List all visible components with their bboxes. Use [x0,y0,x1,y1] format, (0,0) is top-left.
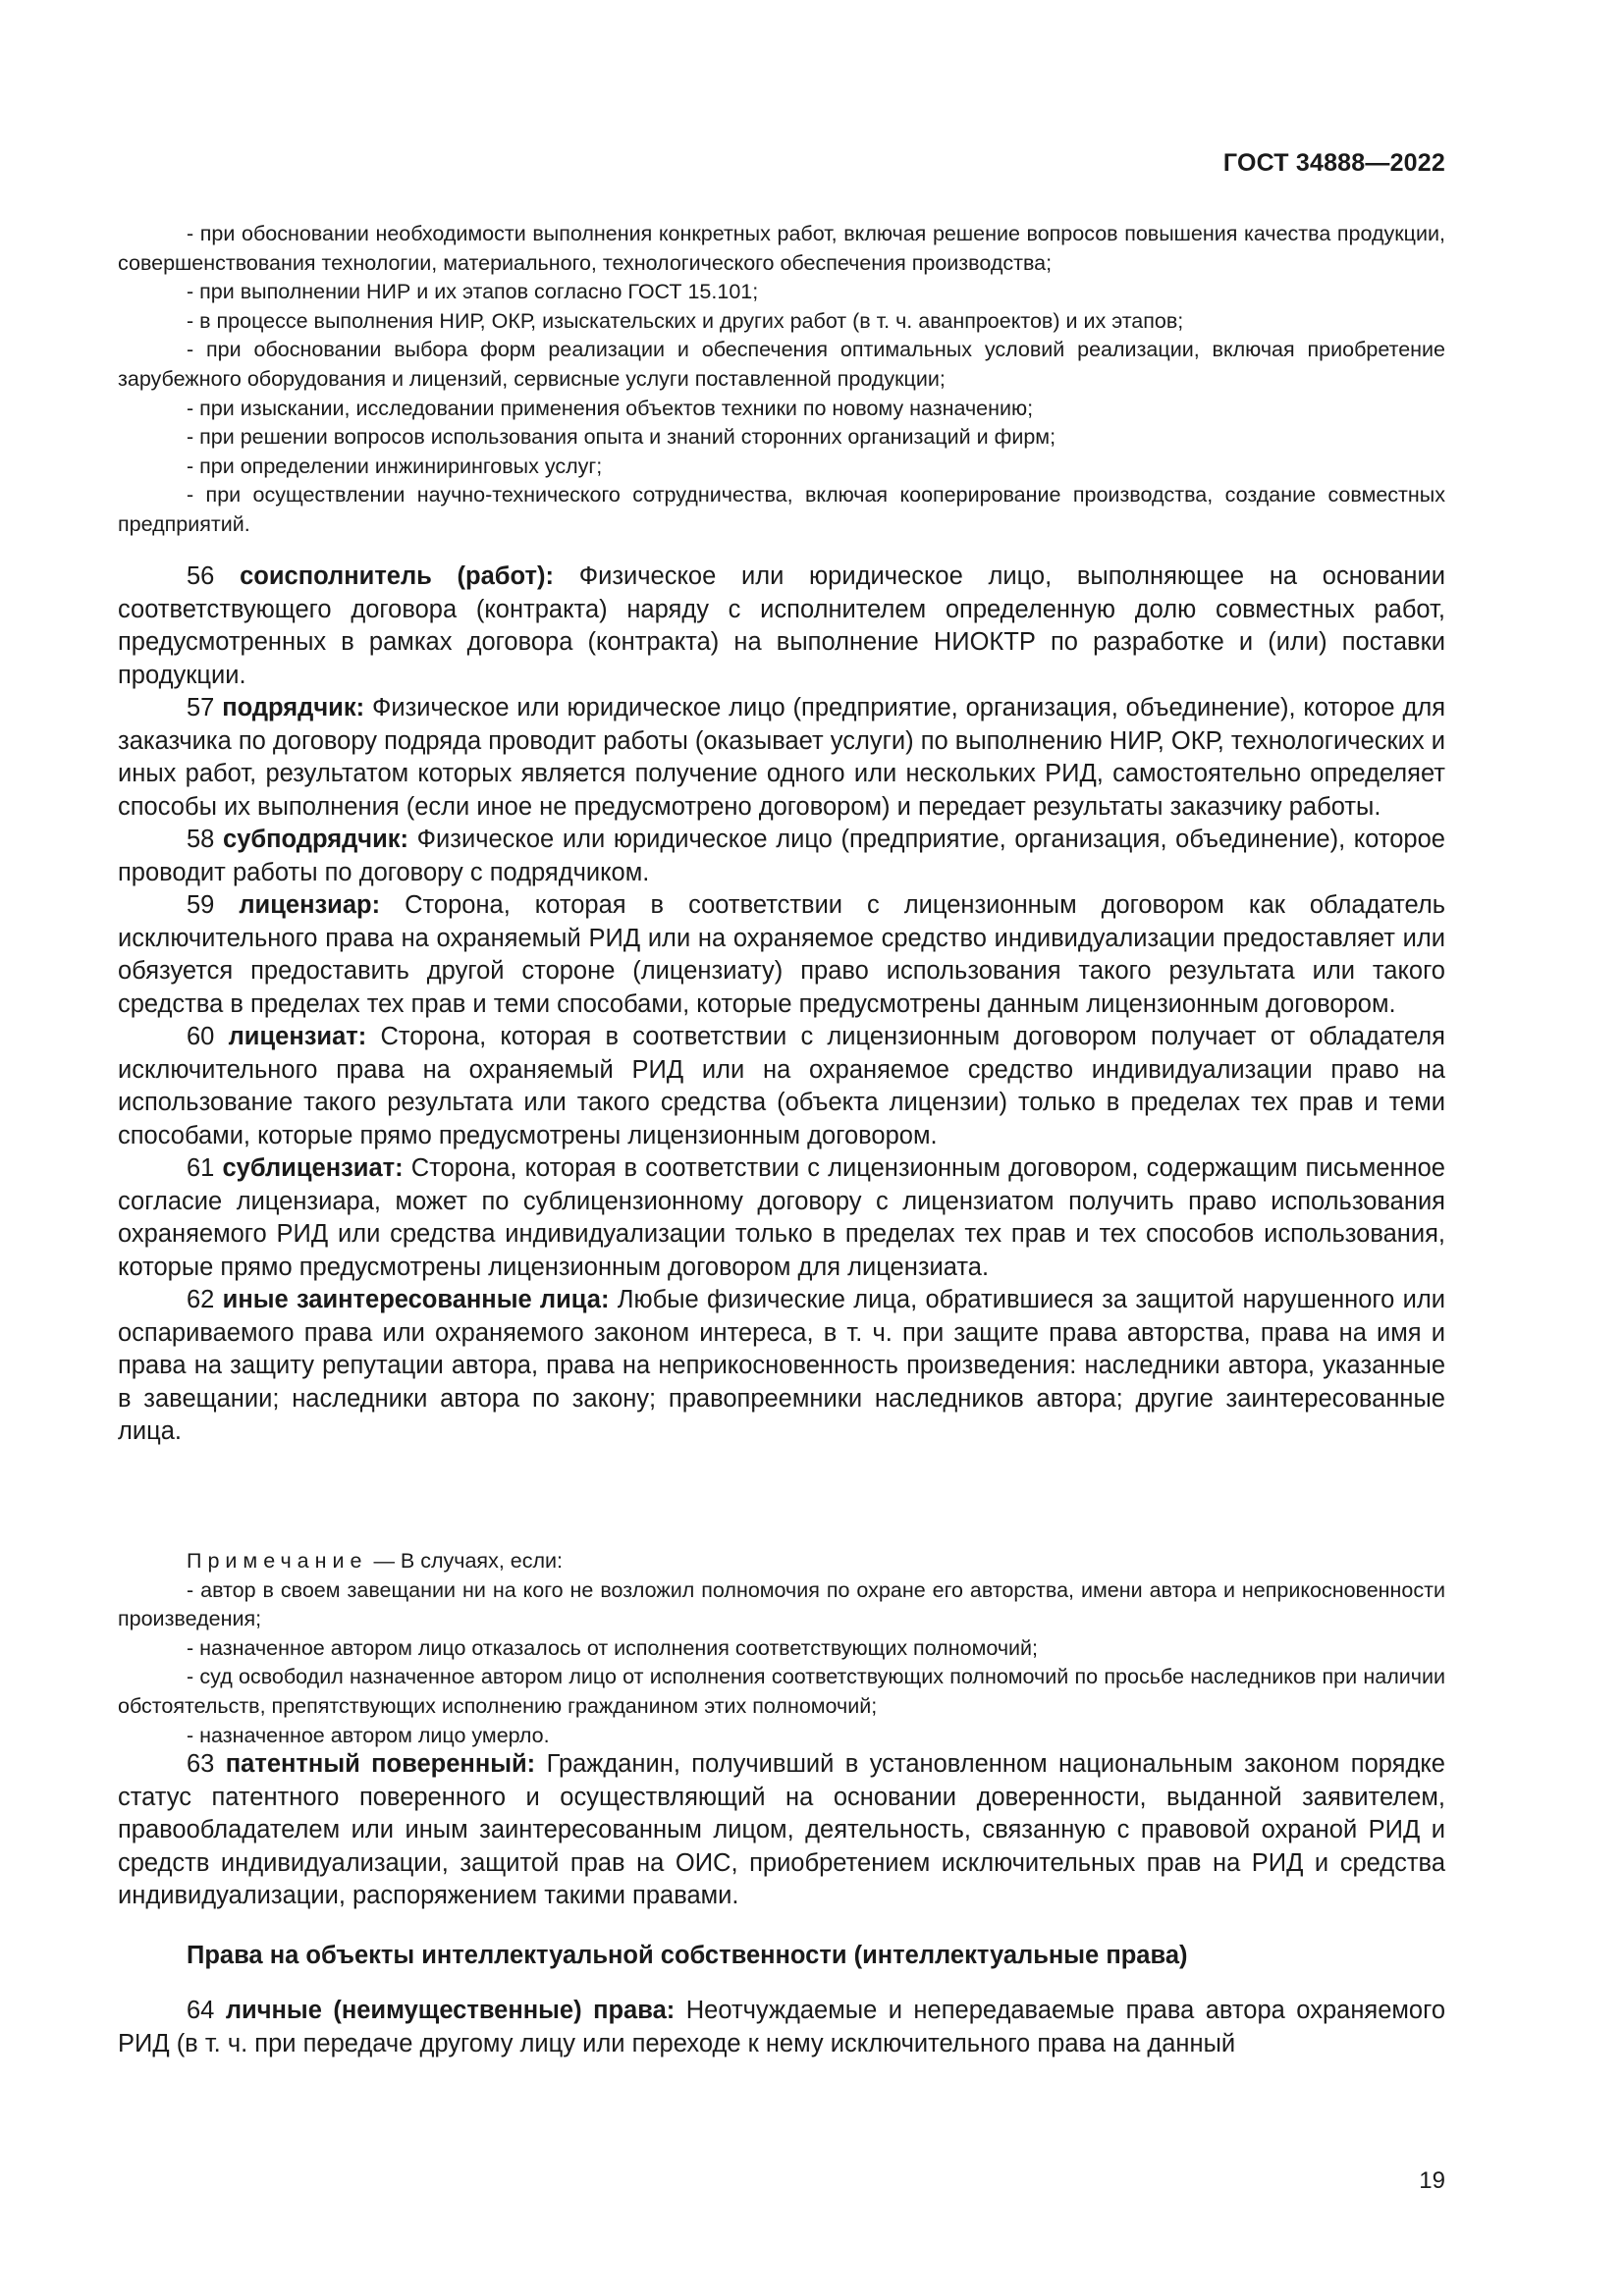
term-title: субподрядчик: [223,826,408,853]
list-item: - при изыскании, исследовании применения объектов техники по новому назначению; [187,396,1034,420]
section-heading: Права на объекты интеллектуальной собственности (интеллектуальные права) [187,1942,1188,1969]
list-item: - при обосновании необходимости выполнения конкретных работ, включая решение вопросов повышения качества продукции, совершенствования технологии, материального, технологического обеспечения производства; [118,222,1445,275]
term-entry-64: 64 личные (неимущественные) права: Неотчуждаемые и непередаваемые права автора охраняемого РИД (в т. ч. при передаче другому лицу или переходе к нему исключительного права на данный [118,1997,1446,2057]
page-number: 19 [1419,2167,1445,2194]
note-block [118,1547,1445,1750]
term-entry-62: 62 иные заинтересованные лица: Любые физические лица, обратившиеся за защитой нарушенного или оспариваемого права или охраняемого законом интереса, в т. ч. при защите права авторства, права на имя и права на защиту репутации автора, права на неприкосновенность произведения: наследники автора, указанные в завещании; наследники автора по закону; правопреемники наследников автора; другие заинтересованные лица. [118,1286,1445,1445]
term-title: подрядчик: [222,694,365,721]
list-item: - при обосновании выбора форм реализации и обеспечения оптимальных условий реализации, включая приобретение зарубежного оборудования и лицензий, сервисные услуги поставленной продукции; [118,338,1445,391]
document-code-header: ГОСТ 34888—2022 [1222,149,1445,177]
term-title: лицензиат: [228,1023,367,1050]
term-entry-61: 61 сублицензиат: Сторона, которая в соответствии с лицензионным договором, содержащим письменное согласие лицензиара, может по сублицензионному договору с лицензиатом получить право использования охраняемого РИД или средства индивидуализации только в пределах тех прав и тех способов использования, которые прямо предусмотрены лицензионным договором для лицензиата. [118,1154,1445,1281]
list-item: - при решении вопросов использования опыта и знаний сторонних организаций и фирм; [187,425,1056,450]
term-title: лицензиар: [239,891,381,919]
term-title: соисполнитель (работ): [240,562,554,590]
note-item: - назначенное автором лицо умерло. [187,1723,550,1747]
list-item: - при осуществлении научно-технического сотрудничества, включая кооперирование производства, создание совместных предприятий. [118,483,1445,536]
term-entry-63: 63 патентный поверенный: Гражданин, получивший в установленном национальным законом порядке статус патентного поверенного и осуществляющий на основании доверенности, выданной заявителем, правообладателем или иным заинтересованным лицом, деятельность, связанную с правовой охраной РИД и средств индивидуализации, защитой прав на ОИС, приобретением исключительных прав на РИД и средства индивидуализации, распоряжением такими правами. [118,1750,1445,1909]
term-title: сублицензиат: [222,1154,404,1182]
term-title: патентный поверенный: [225,1750,536,1778]
term-entry-60: 60 лицензиат: Сторона, которая в соответствии с лицензионным договором получает от обладателя исключительного права на охраняемый РИД или на охраняемое средство индивидуализации право на использование такого результата или такого средства (объекта лицензии) только в пределах тех прав и теми способами, которые прямо предусмотрены лицензионным договором. [118,1023,1445,1149]
note-item: - суд освободил назначенное автором лицо от исполнения соответствующих полномочий по просьбе наследников при наличии обстоятельств, препятствующих исполнению гражданином этих полномочий; [118,1665,1445,1718]
list-item: - при определении инжиниринговых услуг; [187,454,603,478]
usage-list [118,220,1445,540]
term-entry-59: 59 лицензиар: Сторона, которая в соответствии с лицензионным договором как обладатель исключительного права на охраняемый РИД или на охраняемое средство индивидуализации предоставляет или обязуется предоставить другой стороне (лицензиату) право использования такого результата или такого средства в пределах тех прав и теми способами, которые предусмотрены данным лицензионным договором. [118,891,1445,1018]
note-item: - автор в своем завещании ни на кого не возложил полномочия по охране его авторства, имени автора и неприкосновенности произведения; [118,1577,1445,1631]
term-title: иные заинтересованные лица: [222,1286,610,1313]
note-label: Примечание [187,1549,368,1573]
terms-56-62 [118,561,1445,1449]
term-title: личные (неимущественные) права: [225,1997,676,2024]
note-item: - назначенное автором лицо отказалось от исполнения соответствующих полномочий; [187,1635,1039,1660]
list-item: - при выполнении НИР и их этапов согласно ГОСТ 15.101; [187,280,759,304]
term-entry-57: 57 подрядчик: Физическое или юридическое лицо (предприятие, организация, объединение), которое для заказчика по договору подряда проводит работы (оказывает услуги) по выполнению НИР, ОКР, технологических и иных работ, результатом которых является получение одного или нескольких РИД, самостоятельно определяет способы их выполнения (если иное не предусмотрено договором) и передает результаты заказчику работы. [118,694,1446,821]
document-page [118,0,1445,2296]
list-item: - в процессе выполнения НИР, ОКР, изыскательских и других работ (в т. ч. аванпроектов) и их этапов; [187,308,1184,333]
term-entry-56: 56 соисполнитель (работ): Физическое или юридическое лицо, выполняющее на основании соответствующего договора (контракта) наряду с исполнителем определенную долю совместных работ, предусмотренных в рамках договора (контракта) на выполнение НИОКТР по разработке и (или) поставки продукции. [118,562,1445,689]
note-intro: Примечание — В случаях, если: [187,1549,564,1573]
term-entry-58: 58 субподрядчик: Физическое или юридическое лицо (предприятие, организация, объединение), которое проводит работы по договору с подрядчиком. [118,826,1445,886]
